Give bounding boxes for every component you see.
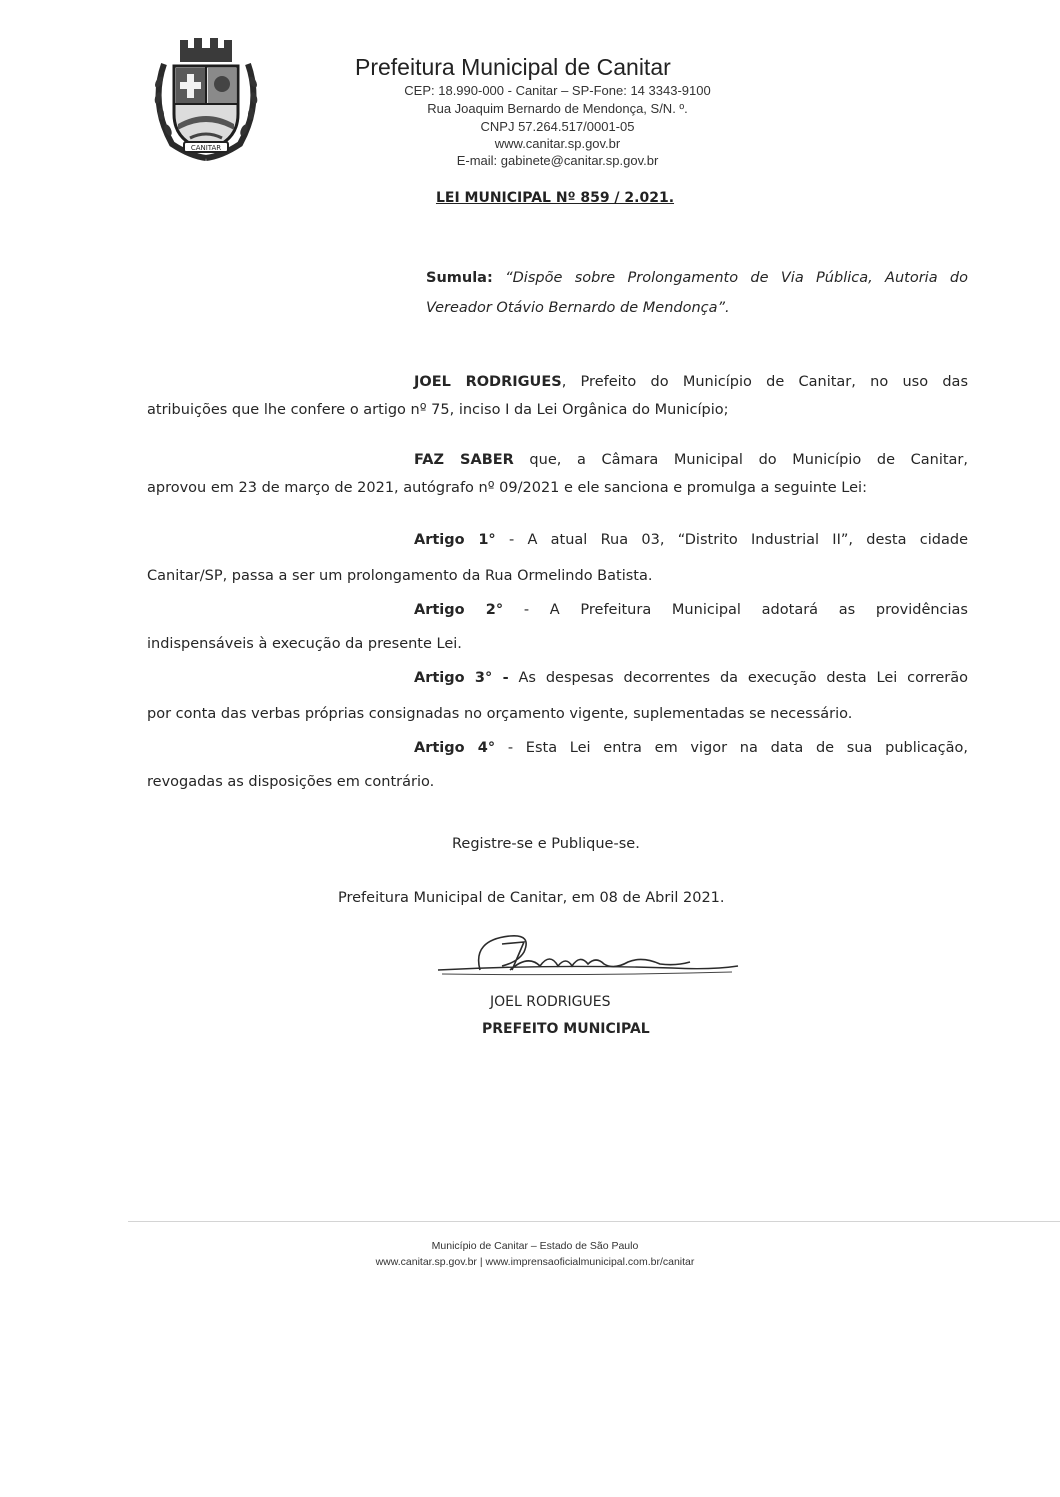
closing-text: Registre-se e Publique-se.: [452, 836, 640, 852]
proclamation-line-1: [414, 450, 968, 470]
signatory-title: PREFEITO MUNICIPAL: [482, 1021, 650, 1037]
handwritten-signature-icon: [432, 930, 747, 990]
article-4-text-1: - Esta Lei entra em vigor na data de sua publicação,: [495, 740, 968, 756]
article-1-text-1: - A atual Rua 03, “Distrito Industrial II”, desta cidade: [495, 532, 968, 548]
article-1-line-2: Canitar/SP, passa a ser um prolongamento da Rua Ormelindo Batista.: [147, 568, 653, 584]
mayor-name: JOEL RODRIGUES: [414, 374, 562, 390]
article-2-line-1: [414, 600, 968, 620]
article-2-text-1: - A Prefeitura Municipal adotará as providências: [503, 602, 968, 618]
summary-line-2: Vereador Otávio Bernardo de Mendonça”.: [426, 300, 730, 316]
article-3-text-1: As despesas decorrentes da execução desta Lei correrão: [508, 670, 969, 686]
proclamation-line-2: aprovou em 23 de março de 2021, autógrafo nº 09/2021 e ele sanciona e promulga a seguinte Lei:: [147, 480, 867, 496]
organization-title: Prefeitura Municipal de Canitar: [355, 54, 671, 80]
article-3-line-1: [414, 668, 968, 688]
article-3-line-2: por conta das verbas próprias consignadas no orçamento vigente, suplementadas se necessário.: [147, 706, 853, 722]
article-3-label: Artigo 3° -: [414, 670, 509, 686]
article-1-label: Artigo 1°: [414, 532, 496, 548]
summary-text-1: “Dispõe sobre Prolongamento de Via Pública, Autoria do: [505, 270, 968, 286]
article-2-line-2: indispensáveis à execução da presente Lei.: [147, 636, 462, 652]
svg-text:CANITAR: CANITAR: [190, 144, 222, 152]
preamble-line-1: [414, 372, 968, 392]
signatory-name: JOEL RODRIGUES: [490, 994, 611, 1010]
address-line-cnpj: CNPJ 57.264.517/0001-05: [480, 119, 635, 134]
footer-line-2: www.canitar.sp.gov.br | www.imprensaoficialmunicipal.com.br/canitar: [375, 1256, 695, 1268]
article-4-line-1: [414, 738, 968, 758]
article-4-line-2: revogadas as disposições em contrário.: [147, 774, 435, 790]
address-line-email: E-mail: gabinete@canitar.sp.gov.br: [456, 153, 659, 168]
coat-of-arms-icon: [150, 34, 262, 164]
summary-line-1: [426, 268, 968, 288]
proclamation-lead: FAZ SABER: [414, 452, 514, 468]
summary-label: Sumula:: [426, 270, 493, 286]
proclamation-text-1: que, a Câmara Municipal do Município de Canitar,: [513, 452, 968, 468]
article-1-line-1: [414, 530, 968, 550]
address-line-street: Rua Joaquim Bernardo de Mendonça, S/N. º.: [427, 101, 688, 116]
place-and-date: Prefeitura Municipal de Canitar, em 08 de Abril 2021.: [338, 890, 725, 906]
address-line-website: www.canitar.sp.gov.br: [494, 136, 621, 151]
article-2-label: Artigo 2°: [414, 602, 504, 618]
article-4-label: Artigo 4°: [414, 740, 496, 756]
preamble-text-1: , Prefeito do Município de Canitar, no uso das: [561, 374, 968, 390]
footer-divider: [128, 1221, 1060, 1222]
footer-line-1: Município de Canitar – Estado de São Paulo: [431, 1240, 639, 1252]
preamble-line-2: atribuições que lhe confere o artigo nº 75, inciso I da Lei Orgânica do Município;: [147, 402, 729, 418]
law-title: LEI MUNICIPAL Nº 859 / 2.021.: [435, 190, 675, 206]
address-line-cep: CEP: 18.990-000 - Canitar – SP-Fone: 14 3343-9100: [404, 83, 711, 98]
